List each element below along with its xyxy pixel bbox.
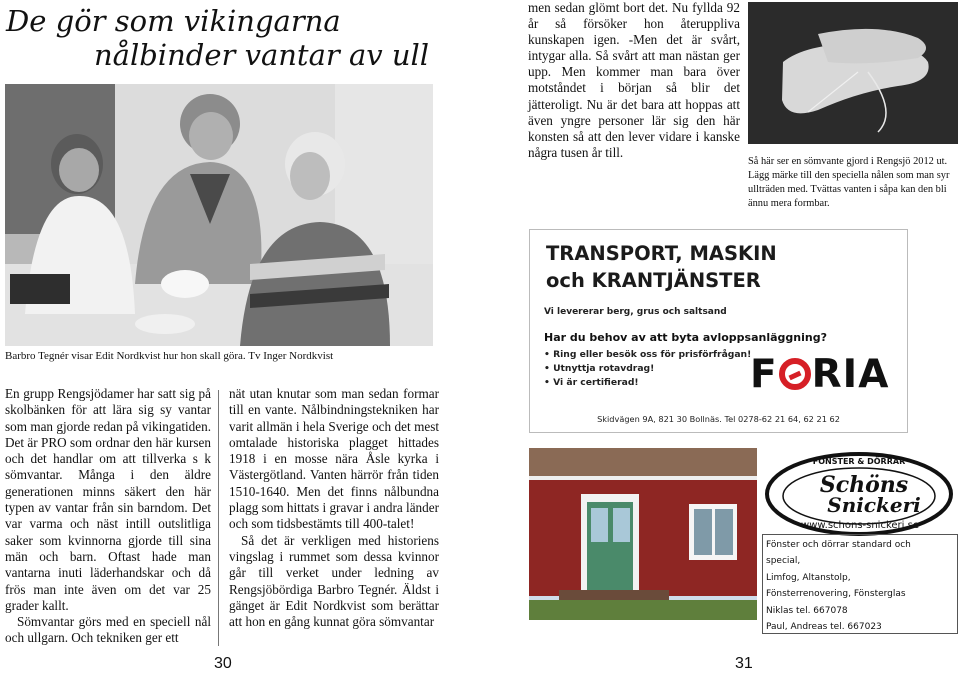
ad-bullets — [544, 348, 751, 390]
ad-line: Fönsterrenovering, Fönsterglas — [766, 589, 906, 600]
logo-word-2: Snickeri — [827, 493, 921, 517]
ad-headline-line-1: TRANSPORT, MASKIN — [546, 242, 777, 265]
photo-caption: Barbro Tegnér visar Edit Nordkvist hur hon skall göra. Tv Inger Nordkvist — [5, 350, 334, 362]
ad-url: www.schons-snickeri.se — [801, 520, 919, 531]
ad-services-box — [762, 534, 958, 634]
article-title — [6, 4, 436, 72]
foria-logo: F RIA — [750, 352, 890, 397]
mitten-caption: Så här ser en sömvante gjord i Rengsjö 2012 ut. Lägg märke till den speciella nålen som man syr ullträden med. Tvättas vanten i såpa kan den bli ännu mera formbar. — [748, 156, 950, 209]
ad-bullet: • Utnyttja rotavdrag! — [544, 363, 655, 374]
ad-line: special, — [766, 556, 801, 567]
logo-arc-text: FÖNSTER & DÖRRAR — [812, 457, 906, 466]
title-line-1: De gör som vikingarna — [6, 4, 341, 38]
page-number-left: 30 — [214, 655, 232, 672]
ad-line: Niklas tel. 667078 — [766, 605, 848, 616]
logo-word-1: Schöns — [819, 472, 909, 498]
ad-line: Limfog, Altanstolp, — [766, 572, 851, 583]
ad-address: Skidvägen 9A, 821 30 Bollnäs. Tel 0278-62 21 64, 62 21 62 — [597, 414, 840, 424]
ad-bullet: • Vi är certifierad! — [544, 377, 639, 388]
column-divider — [218, 390, 219, 646]
knitting-photo — [5, 84, 433, 346]
ad-line: Paul, Andreas tel. 667023 — [766, 622, 882, 633]
ad-subline: Vi levererar berg, grus och saltsand — [544, 307, 727, 317]
article-column-continued — [528, 0, 740, 161]
ad-headline — [546, 240, 777, 294]
paragraph: Så det är verkligen med historiens vingslag i rummet som dessa kvinnor går till verket under ledning av Rengsjöbördiga Barbro Tegnér. Äldst i gänget är Edit Nordkvist som berättar att hon en gång kunnat göra sömvantar — [229, 532, 439, 630]
schons-snickeri-ad — [762, 448, 958, 634]
ad-headline-line-2: och KRANTJÄNSTER — [546, 269, 761, 292]
page-number-right: 31 — [735, 655, 753, 672]
paragraph: nät utan knutar som man sedan formar till en vante. Nålbindningstekniken har varit allmän i hela Sverige och det mest omtalade historiska plagget hittades 1918 i en mosse nära Åsle kyrka i Västergötland. Vanten härrör från tiden 1510-1640. Men det finns nålbundna plagg som hittats i gravar i andra länder och som tidsbestämts till 400-talet! — [229, 386, 439, 532]
paragraph: En grupp Rengsjödamer har satt sig på skolbänken för att lära sig sy vantar som man gjorde redan på vikingatiden. Det är PRO som ordnar den här kursen och det handlar om att tillverka s k sömvantar. Många i den äldre generationen minns säkert den här typen av vantar från sin barndom. Det var varma och näst intill outslitliga saker som kvinnorna gjorde till sina män och barn. Oftast hade man vantarna inuti läderhandskar och då frös man inte även om det var 25 grader kallt. — [5, 386, 211, 613]
paragraph: men sedan glömt bort det. Nu fyllda 92 år så försöker hon återuppliva kunskapen igen. -Men det är svårt, intygar alla. Så svårt att man nästan ger upp. Men kommer man bara över motståndet i början så blir det jätteroligt. Nu är det bara att hoppas att även yngre personer lär sig den här konsten så att den lever vidare i kanske några tusen år till. — [528, 0, 740, 160]
article-column-left — [5, 386, 211, 647]
house-photo — [529, 448, 757, 620]
ad-line: Fönster och dörrar standard och — [766, 540, 911, 550]
article-column-middle — [229, 386, 439, 630]
ad-bullet: • Ring eller besök oss för prisförfrågan! — [544, 349, 752, 360]
transport-ad — [529, 229, 908, 433]
mitten-photo — [748, 2, 958, 144]
title-line-2: nålbinder vantar av ull — [94, 38, 430, 72]
paragraph: Sömvantar görs med en speciell nål och ullgarn. Och tekniken ger ett — [5, 614, 211, 646]
ad-question: Har du behov av att byta avloppsanläggning? — [544, 331, 827, 344]
